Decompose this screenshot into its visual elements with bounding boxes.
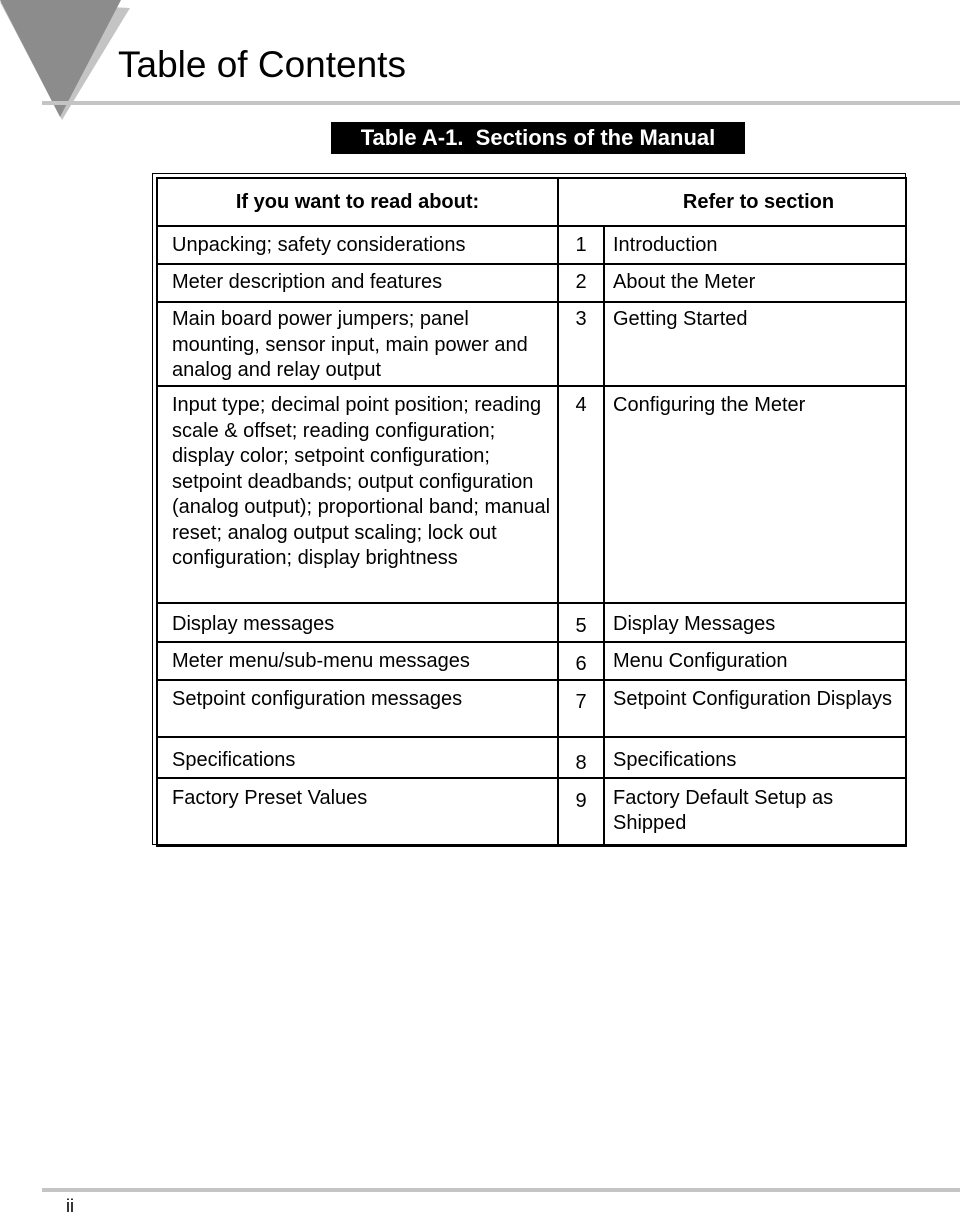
row-topic: Input type; decimal point position; reading scale & offset; reading configuration; display color; setpoint configuration; setpoint deadbands; output configuration (analog output); proportional band; manual reset; analog output scaling; lock out configuration; display brightness: [157, 386, 558, 603]
column-header-topic: If you want to read about:: [157, 178, 558, 226]
row-topic: Main board power jumpers; panel mounting, sensor input, main power and analog and relay output: [157, 302, 558, 386]
row-section-name: Setpoint Configuration Displays: [604, 680, 906, 737]
table-row: [157, 778, 906, 846]
row-topic: Meter menu/sub-menu messages: [157, 642, 558, 680]
table-row: [157, 603, 906, 642]
row-topic: Display messages: [157, 603, 558, 642]
row-section-name: Getting Started: [604, 302, 906, 386]
table-row: [157, 737, 906, 778]
row-section-number: 2: [558, 264, 604, 302]
sections-table: [156, 177, 907, 847]
table-row: [157, 302, 906, 386]
row-topic: Meter description and features: [157, 264, 558, 302]
row-section-name: Factory Default Setup as Shipped: [604, 778, 906, 846]
row-section-number: 8: [558, 737, 604, 778]
row-section-number: 4: [558, 386, 604, 603]
table-row: [157, 642, 906, 680]
footer-rule: [42, 1188, 960, 1192]
row-section-number: 6: [558, 642, 604, 680]
row-section-name: Configuring the Meter: [604, 386, 906, 603]
row-section-name: Introduction: [604, 226, 906, 264]
row-section-name: Display Messages: [604, 603, 906, 642]
table-row: [157, 226, 906, 264]
row-section-number: 9: [558, 778, 604, 846]
table-row: [157, 386, 906, 603]
row-section-number: 3: [558, 302, 604, 386]
row-section-number: 5: [558, 603, 604, 642]
row-topic: Factory Preset Values: [157, 778, 558, 846]
page-title: Table of Contents: [118, 44, 406, 85]
table-row: [157, 264, 906, 302]
column-header-section: Refer to section: [604, 178, 906, 226]
row-section-name: About the Meter: [604, 264, 906, 302]
table-header-row: [157, 178, 906, 226]
row-topic: Specifications: [157, 737, 558, 778]
table-row: [157, 680, 906, 737]
row-topic: Setpoint configuration messages: [157, 680, 558, 737]
row-section-name: Specifications: [604, 737, 906, 778]
row-section-number: 1: [558, 226, 604, 264]
row-topic: Unpacking; safety considerations: [157, 226, 558, 264]
column-header-number: [558, 178, 604, 226]
row-section-number: 7: [558, 680, 604, 737]
table-caption: Table A-1. Sections of the Manual: [331, 122, 745, 154]
row-section-name: Menu Configuration: [604, 642, 906, 680]
title-rule: [42, 101, 960, 105]
page-number: ii: [66, 1196, 74, 1216]
